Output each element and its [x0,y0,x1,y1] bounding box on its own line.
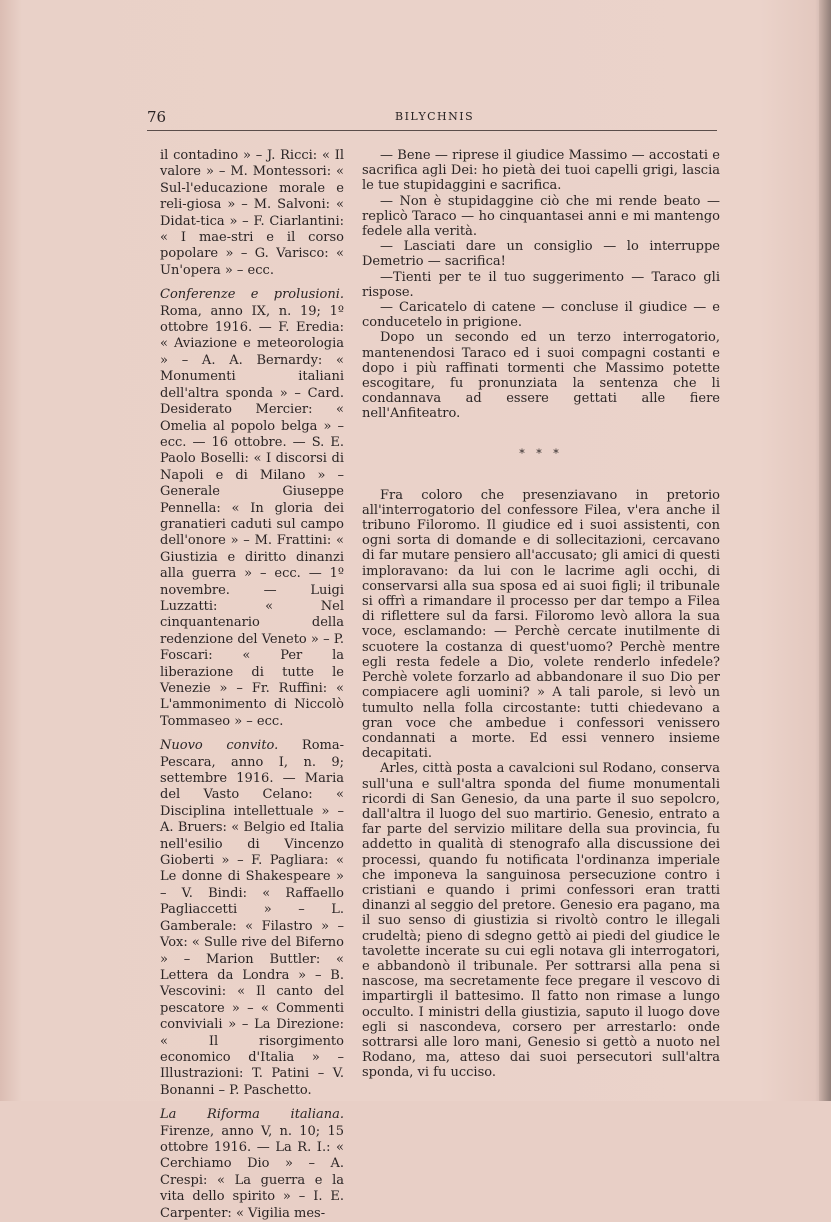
periodical-title: Conferenze e prolusioni. [160,287,344,303]
section-separator: * * * [519,446,563,460]
narrative-paragraph: Arles, città posta a cavalcioni sul Rodano, conserva sull'una e sull'altra sponda del fiume monumentali ricordi di San Genesio, da una parte il suo sepolcro, dall'altra il luogo del suo martirio. Genesio, entrato a far parte del servizio militare della sua provincia, fu addetto in qualità di stenografo alla discussione dei processi, quando fu notificata l'ordinanza imperiale che imponeva la sanguinosa persecuzione contro i cristiani e quando i primi confessori eran tratti dinanzi al seggio del pretore. Genesio era pagano, ma il suo senso di giustizia si rivoltò contro le illegali crudeltà; pieno di sdegno gettò ai piedi del giudice le tavolette incerate su cui egli notava gli interrogatori, e abbandonò il tribunale. Per sottrarsi alla pena si nascose, ma secretamente fece pregare il vescovo di impartirgli il battesimo. Il fatto non rimase a lungo occulto. I ministri della giustizia, saputo il luogo dove egli si nascondeva, corsero per arrestarlo: onde sottrarsi alle loro mani, Genesio si gettò a nuoto nel Rodano, ma, atteso dai suoi persecutori sull'altra sponda, vi fu ucciso. [362,761,720,1081]
periodical-contents: Firenze, anno V, n. 10; 15 ottobre 1916. — La R. I.: « Cerchiamo Dio » – A. Crespi: « La guerra e la vita dello spirito » – I. E. Carpenter: « Vigilia mes- [160,1123,344,1221]
periodical-title: La Riforma italiana. [160,1107,344,1123]
running-head: BILYCHNIS [395,110,475,123]
left-paragraph [160,287,344,730]
left-paragraph [160,738,344,1099]
header-rule [147,130,717,131]
left-paragraph: il contadino » – J. Ricci: « Il valore » – M. Montessori: « Sul-l'educazione morale e reli-giosa » – M. Salvoni: « Didat-tica » – F. Ciarlantini: « I mae-stri e il corso popolare » – G. Varisco: « Un'opera » – ecc. [160,148,344,278]
left-paragraph [160,1107,344,1222]
dialogue-paragraph: — Caricatelo di catene — concluse il giudice — e conducetelo in prigione. [362,300,720,331]
periodical-contents: Roma, anno IX, n. 19; 1º ottobre 1916. — F. Eredia: « Aviazione e meteorologia » – A. A. Bernardy: « Monumenti italiani dell'altra sponda » – Card. Desiderato Mercier: « Omelia al popolo belga » – ecc. — 16 ottobre. — S. E. Paolo Boselli: « I discorsi di Napoli e di Milano » – Generale Giuseppe Pennella: « In gloria dei granatieri caduti sul campo dell'onore » – M. Frattini: « Giustizia e diritto dinanzi alla guerra » – ecc. — 1º novembre. — Luigi Luzzatti: « Nel cinquantenario della redenzione del Veneto » – P. Foscari: « Per la liberazione di tutte le Venezie » – Fr. Ruffini: « L'ammonimento di Niccolò Tommaseo » – ecc. [160,303,344,729]
dialogue-paragraph: — Non è stupidaggine ciò che mi rende beato — replicò Taraco — ho cinquantasei anni e mi mantengo fedele alla verità. [362,193,720,240]
narrative-paragraph: Dopo un secondo ed un terzo interrogatorio, mantenendosi Taraco ed i suoi compagni costanti e dopo i più raffinati tormenti che Massimo potette escogitare, fu pronunziata la sentenza che li condannava ad essere gettati alle fiere nell'Anfiteatro. [362,330,720,422]
right-column [362,148,720,1081]
dialogue-paragraph: — Bene — riprese il giudice Massimo — accostati e sacrifica agli Dei: ho pietà dei tuoi capelli grigi, lascia le tue stupidaggini e sacrifica. [362,148,720,194]
dialogue-paragraph: — Lasciati dare un consiglio — lo interruppe Demetrio — sacrifica! [362,239,720,270]
dialogue-paragraph: —Tienti per te il tuo suggerimento — Taraco gli risposе. [362,269,720,300]
page-number: 76 [147,108,167,126]
book-spine-shadow [819,0,831,1101]
narrative-paragraph: Fra coloro che presenziavano in pretorio all'interrogatorio del confessore Filea, v'era anche il tribuno Filoromo. Il giudice ed i suoi assistenti, con ogni sorta di domande e di sollecitazioni, cercavano di far mutare pensiero all'accusato; gli amici di questi imploravano: da lui con le lacrime agli occhi, di conservarsi alla sua sposa ed ai suoi figli; il tribunale si offrì a rimandare il processo per dar tempo a Filea di riflettere sul da farsi. Filoromo levò allora la sua voce, esclamando: — Perchè cercate inutilmente di scuotere la costanza di quest'uomo? Perchè mentre egli resta fedele a Dio, volete renderlo infedele? Perchè volete forzarlo ad abbandonare il suo Dio per compiacere agli uomini? » A tali parole, si levò un tumulto nella folla circostante: tutti chiedevano a gran voce che ambedue i confessori venissero condannati a morte. Ed essi vennero insieme decapitati. [362,487,720,762]
periodical-title: Nuovo convito. [160,738,279,754]
periodical-contents: Roma-Pescara, anno I, n. 9; settembre 1916. — Maria del Vasto Celano: « Disciplina intellettuale » – A. Bruers: « Belgio ed Italia nell'esilio di Vincenzo Gioberti » – F. Pagliara: « Le donne di Shakespeare » – V. Bindi: « Raffaello Pagliaccetti » – L. Gamberale: « Filastro » – Vox: « Sulle rive del Biferno » – Marion Buttler: « Lettera da Londra » – B. Vescovini: « Il canto del pescatore » – « Commenti conviviali » – La Direzione: « Il risorgimento economico d'Italia » – Illustrazioni: T. Patini – V. Bonanni – P. Paschetto. [160,738,344,1098]
page-header [147,108,717,132]
left-column [160,148,344,1222]
